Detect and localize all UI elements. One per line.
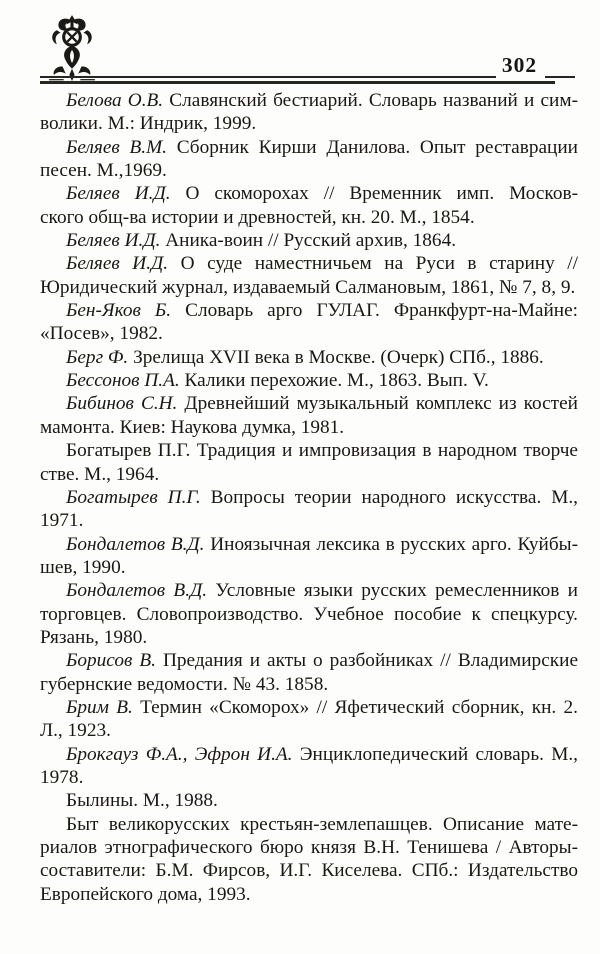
entry-line <box>40 416 578 439</box>
entry-text: Сборник Кирши Данилова. Опыт реставрации <box>166 136 578 158</box>
author-name: Бессонов П.А. <box>66 370 180 392</box>
author-name: Бен-Яков Б. <box>66 300 172 322</box>
entry-text: песен. М.,1969. <box>40 160 167 182</box>
entry-line <box>40 439 578 462</box>
author-name: Беляев И.Д. <box>66 183 171 205</box>
bibliography-entry <box>40 369 578 392</box>
author-name: Бондалетов В.Д. <box>66 580 208 602</box>
author-name: Борисов В. <box>66 650 156 672</box>
entry-text: О скоморохах // Временник имп. Москов- <box>170 183 578 205</box>
entry-line <box>40 89 578 112</box>
bibliography-entry <box>40 346 578 369</box>
bibliography-entry <box>40 299 578 346</box>
entry-text: волики. М.: Индрик, 1999. <box>40 113 257 135</box>
entry-line <box>40 276 578 299</box>
page-number: 302 <box>501 53 538 77</box>
author-name: Бондалетов В.Д. <box>66 533 205 555</box>
entry-text: Древнейший музыкальный комплекс из костей <box>177 393 578 415</box>
entry-line <box>40 533 578 556</box>
entry-text: Иноязычная лексика в русских арго. Куйбы- <box>204 533 578 555</box>
entry-text: Быт великорусских крестьян-землепашцев. Описание мате- <box>66 813 578 835</box>
entry-text: Предания и акты о разбойниках // Владимирские <box>155 650 578 672</box>
entry-text: риалов этнографического бюро князя В.Н. Тенишева / Авторы- <box>40 837 578 858</box>
entry-line <box>40 649 578 672</box>
author-name: Берг Ф. <box>66 346 129 368</box>
entry-line <box>40 229 578 252</box>
entry-text: Европейского дома, 1993. <box>40 883 251 905</box>
entry-text: «Посев», 1982. <box>40 323 163 345</box>
entry-line <box>40 766 578 789</box>
author-name: Бибинов С.Н. <box>66 393 178 415</box>
entry-text: мамонта. Киев: Наукова думка, 1981. <box>40 416 345 438</box>
entry-text: 1978. <box>40 766 84 788</box>
bibliography-entry <box>40 182 578 229</box>
bibliography-entry <box>40 649 578 696</box>
bibliography-entry <box>40 579 578 649</box>
entry-text: составители: Б.М. Фирсов, И.Г. Киселева. СПб.: Издательство <box>40 860 578 882</box>
entry-text: Вопросы теории народного искусства. М., <box>200 486 578 508</box>
bibliography-entry <box>40 229 578 252</box>
entry-text: О суде наместничьем на Руси в старину // <box>168 253 579 275</box>
entry-line <box>40 673 578 696</box>
entry-line <box>40 369 578 392</box>
entry-text: Богатырев П.Г. Традиция и импровизация в народном творче <box>66 440 578 462</box>
entry-line <box>40 299 578 322</box>
bibliography-list <box>40 89 578 906</box>
bibliography-entry <box>40 486 578 533</box>
entry-line <box>40 346 578 369</box>
bibliography-entry <box>40 813 578 906</box>
entry-text: стве. М., 1964. <box>40 463 160 485</box>
author-name: Беляев В.М. <box>66 136 167 158</box>
entry-line <box>40 463 578 486</box>
entry-line <box>40 182 578 205</box>
entry-text: шев, 1990. <box>40 556 126 578</box>
author-name: Беляев И.Д. <box>66 253 169 275</box>
entry-line <box>40 486 578 509</box>
entry-text: Аника-воин // Русский архив, 1864. <box>160 230 457 252</box>
bibliography-entry <box>40 743 578 790</box>
bibliography-entry <box>40 533 578 580</box>
entry-text: Былины. М., 1988. <box>66 790 218 812</box>
author-name: Брим В. <box>66 696 133 718</box>
entry-line <box>40 836 578 859</box>
entry-line <box>40 252 578 275</box>
entry-text: Славянский бестиарий. Словарь названий и сим- <box>163 90 578 111</box>
entry-text: Рязань, 1980. <box>40 626 148 648</box>
bibliography-entry <box>40 439 578 486</box>
bibliography-entry <box>40 392 578 439</box>
entry-line <box>40 719 578 742</box>
entry-line <box>40 883 578 906</box>
entry-text: Словарь арго ГУЛАГ. Франкфурт-на-Майне: <box>171 300 578 322</box>
header-rule-thick <box>40 81 555 84</box>
entry-line <box>40 392 578 415</box>
author-name: Беляев И.Д. <box>66 230 161 252</box>
entry-line <box>40 556 578 579</box>
bibliography-entry <box>40 252 578 299</box>
entry-text: ского общ-ва истории и древностей, кн. 20. М., 1854. <box>40 206 475 228</box>
entry-text: Юридический журнал, издаваемый Салмановым, 1861, № 7, 8, 9. <box>40 276 576 298</box>
entry-line <box>40 206 578 229</box>
entry-line <box>40 322 578 345</box>
entry-line <box>40 579 578 602</box>
author-name: Богатырев П.Г. <box>66 486 201 508</box>
entry-text: Л., 1923. <box>40 720 111 742</box>
entry-text: Калики перехожие. М., 1863. Вып. V. <box>179 370 489 392</box>
entry-text: Зрелища XVII века в Москве. (Очерк) СПб., 1886. <box>128 346 544 368</box>
entry-text: торговцев. Словопроизводство. Учебное пособие к спецкурсу. <box>40 603 578 625</box>
author-name: Брокгауз Ф.А., Эфрон И.А. <box>66 743 293 765</box>
entry-text: Условные языки русских ремесленников и <box>207 580 578 602</box>
author-name: Белова О.В. <box>66 90 164 111</box>
entry-line <box>40 603 578 626</box>
entry-line <box>40 813 578 836</box>
entry-line <box>40 696 578 719</box>
header-rule-thin-left <box>40 76 496 78</box>
bibliography-entry <box>40 136 578 183</box>
entry-text: губернские ведомости. № 43. 1858. <box>40 673 329 695</box>
entry-line <box>40 626 578 649</box>
bibliography-entry <box>40 696 578 743</box>
bibliography-entry <box>40 89 578 136</box>
entry-line <box>40 789 578 812</box>
entry-line <box>40 743 578 766</box>
entry-text: 1971. <box>40 510 84 532</box>
entry-line <box>40 859 578 882</box>
entry-line <box>40 136 578 159</box>
entry-line <box>40 112 578 135</box>
header-rule-thin-right <box>545 76 575 78</box>
entry-text: Термин «Скоморох» // Яфетический сборник, кн. 2. <box>132 696 578 718</box>
entry-text: Энциклопедический словарь. М., <box>292 743 578 765</box>
entry-line <box>40 509 578 532</box>
bibliography-entry <box>40 789 578 812</box>
entry-line <box>40 159 578 182</box>
